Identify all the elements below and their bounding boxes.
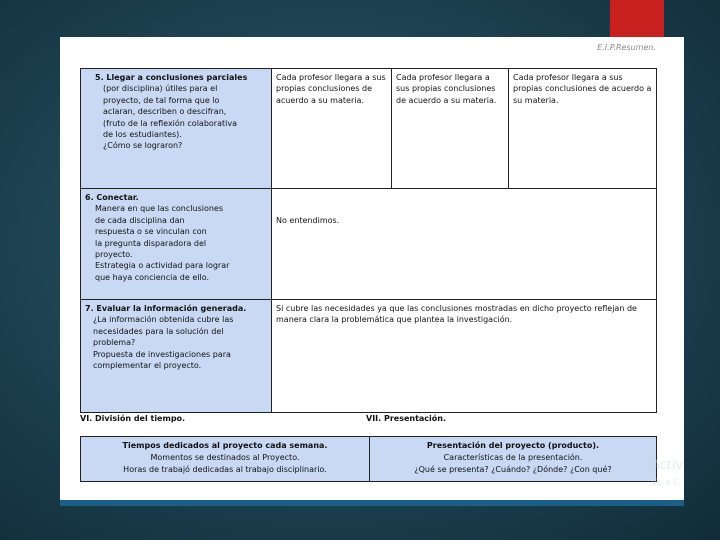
table-row	[81, 437, 657, 482]
step-6-label: 6. Conectar. Manera en que las conclusiones de cada disciplina dan respuesta o se vinculan con la pregunta disparadora del proyecto. Estrategia o actividad para lograr que haya conciencia de ello.	[81, 189, 272, 300]
step-6-answer: No entendimos.	[272, 189, 657, 300]
presentation-box: Presentación del proyecto (producto). Características de la presentación. ¿Qué se presenta? ¿Cuándo? ¿Dónde? ¿Con qué?	[370, 437, 657, 482]
time-box-title: Tiempos dedicados al proyecto cada semana.	[122, 441, 328, 450]
header-mark: E.I.P.Resumen.	[597, 43, 656, 52]
table-row	[81, 69, 657, 189]
project-steps-table	[80, 68, 657, 413]
step-7-answer: Si cubre las necesidades ya que las conclusiones mostradas en dicho proyecto reflejan de manera clara la problemática que plantea la investigación.	[272, 300, 657, 413]
step-5-cell-2: Cada profesor llegara a sus propias conclusiones de acuerdo a su materia.	[392, 69, 509, 189]
step-5-cell-1: Cada profesor llegara a sus propias conclusiones de acuerdo a su materia.	[272, 69, 392, 189]
section-vii-heading: VII. Presentación.	[366, 414, 447, 423]
step-6-title: 6. Conectar.	[85, 193, 139, 202]
activation-watermark-sub: Ve a C	[651, 478, 680, 488]
time-presentation-table	[80, 436, 657, 482]
step-7-title: 7. Evaluar la información generada.	[85, 304, 247, 313]
step-5-cell-3: Cada profesor llegara a sus propias conclusiones de acuerdo a su materia.	[509, 69, 657, 189]
step-5-label: 5. Llegar a conclusiones parciales (por disciplina) útiles para el proyecto, de tal forma que lo aclaran, describen o descifran, (fruto de la reflexión colaborativa de los estudiantes). ¿Cómo se lograron?	[81, 69, 272, 189]
step-5-title: 5. Llegar a conclusiones parciales	[95, 73, 248, 82]
presentation-box-title: Presentación del proyecto (producto).	[426, 441, 600, 450]
document-page	[60, 37, 684, 500]
step-7-label: 7. Evaluar la información generada. ¿La información obtenida cubre las necesidades para la solución del problema? Propuesta de investigaciones para complementar el proyecto.	[81, 300, 272, 413]
table-row	[81, 189, 657, 300]
slide-edge-bar	[60, 500, 684, 506]
table-row	[81, 300, 657, 413]
section-vi-heading: VI. División del tiempo.	[80, 414, 186, 423]
time-box: Tiempos dedicados al proyecto cada semana. Momentos se destinados al Proyecto. Horas de trabajó dedicadas al trabajo disciplinario.	[81, 437, 370, 482]
accent-bar	[610, 0, 664, 37]
activation-watermark: Activ	[651, 458, 684, 473]
